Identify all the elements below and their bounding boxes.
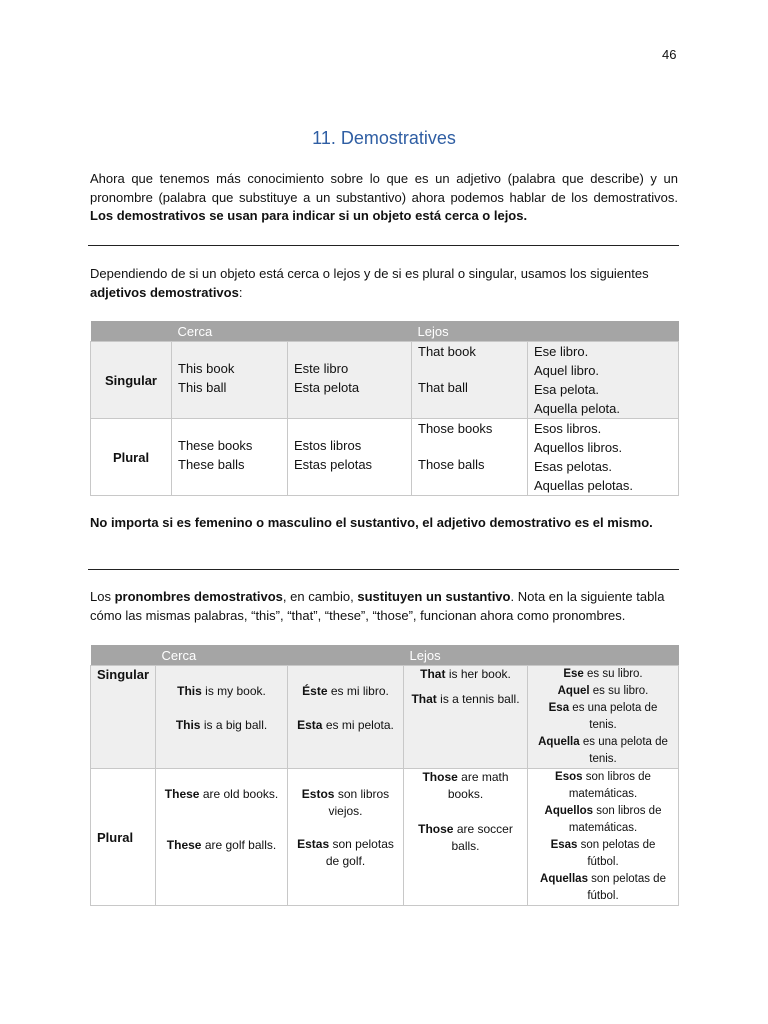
cell-es-far (528, 666, 679, 769)
pronouns-intro (90, 588, 678, 625)
row-label-plural: Plural (91, 419, 172, 496)
table-row (91, 769, 679, 906)
table-row (91, 342, 679, 419)
header-lejos: Lejos (412, 321, 679, 342)
divider (88, 569, 679, 570)
cell-en-near (172, 419, 288, 496)
cell-line: Estas pelotas (294, 457, 373, 472)
cell-es-near (288, 666, 404, 769)
cell-es-far (528, 342, 679, 419)
cell-line: Esos libros. (534, 421, 602, 436)
cell-line: Esta pelota (294, 380, 360, 395)
adjectives-intro (90, 265, 678, 302)
cell-line: Aquel es su libro. (557, 685, 649, 697)
row-label-plural: Plural (91, 769, 156, 906)
gender-note: No importa si es femenino o masculino el sustantivo, el adjetivo demostrativo es el mismo. (90, 515, 653, 530)
cell-en-near (156, 666, 288, 769)
header-lejos: Lejos (404, 645, 679, 666)
cell-line: Aquellos libros. (534, 440, 623, 455)
header-cerca: Cerca (172, 321, 412, 342)
cell-line: Esas son pelotas de fútbol. (550, 839, 656, 868)
cell-line: These books (178, 438, 253, 453)
row-label-singular: Singular (91, 342, 172, 419)
cell-line: Those are soccer balls. (418, 822, 513, 853)
cell-es-far (528, 419, 679, 496)
cell-line: Ese libro. (534, 344, 589, 359)
pronouns-intro-b1: pronombres demostrativos (114, 589, 283, 604)
cell-line: That is her book. (420, 667, 511, 681)
cell-line: This ball (178, 380, 227, 395)
page-title: 11. Demostratives (312, 128, 456, 148)
cell-line: Aquella es una pelota de tenis. (538, 736, 668, 765)
cell-line: Éste es mi libro. (302, 684, 389, 698)
cell-line: Those balls (418, 457, 485, 472)
cell-line: Esas pelotas. (534, 459, 613, 474)
cell-line: That ball (418, 380, 468, 395)
cell-en-near (172, 342, 288, 419)
adjectives-table (90, 321, 679, 496)
cell-line: Esa pelota. (534, 382, 600, 397)
cell-line: Aquel libro. (534, 363, 600, 378)
cell-es-far (528, 769, 679, 906)
adjectives-intro-bold: adjetivos demostrativos (90, 284, 239, 300)
cell-es-near (288, 342, 412, 419)
table-row (91, 666, 679, 769)
header-empty (91, 645, 156, 666)
cell-es-near (288, 419, 412, 496)
cell-line: Esta es mi pelota. (297, 718, 394, 732)
pronouns-table (90, 645, 679, 906)
cell-en-far (404, 769, 528, 906)
cell-line: This is a big ball. (175, 718, 268, 732)
pronouns-intro-t3: . Nota en la siguiente tabla cómo las mismas palabras, “this”, “that”, “these”, “those”, funcionan ahora como pronombres. (90, 589, 665, 623)
pronouns-intro-t1: Los (90, 589, 115, 604)
cell-line: These are golf balls. (166, 838, 277, 852)
cell-line: This is my book. (177, 684, 266, 698)
intro-paragraph (90, 170, 678, 226)
cell-line: Those are math books. (422, 770, 509, 801)
intro-bold: Los demostrativos se usan para indicar si un objeto está cerca o lejos. (90, 208, 528, 223)
pronouns-intro-b2: sustituyen un sustantivo (357, 589, 511, 604)
divider (88, 245, 679, 246)
cell-line: That book (418, 344, 476, 359)
cell-en-far (412, 342, 528, 419)
cell-line: Aquellas son pelotas de fútbol. (540, 873, 666, 902)
adjectives-intro-text: Dependiendo de si un objeto está cerca o lejos y de si es plural o singular, usamos los siguientes (90, 266, 649, 281)
pronouns-intro-t2: , en cambio, (282, 589, 358, 604)
table-row (91, 419, 679, 496)
row-label-singular: Singular (91, 666, 156, 769)
cell-line: Este libro (294, 361, 349, 376)
cell-line: Estas son pelotas de golf. (297, 837, 394, 868)
table-header (91, 321, 679, 342)
cell-line: Esos son libros de matemáticas. (555, 771, 651, 800)
cell-line: Aquellos son libros de matemáticas. (544, 805, 662, 834)
cell-line: That is a tennis ball. (411, 692, 520, 706)
cell-line: Esa es una pelota de tenis. (548, 702, 658, 731)
cell-line: These are old books. (164, 787, 279, 801)
cell-en-far (404, 666, 528, 769)
cell-line: These balls (178, 457, 245, 472)
cell-line: Aquellas pelotas. (534, 478, 634, 493)
page-number: 46 (662, 47, 677, 62)
cell-line: This book (178, 361, 235, 376)
cell-es-near (288, 769, 404, 906)
cell-line: Estos libros (294, 438, 362, 453)
table-header (91, 645, 679, 666)
cell-en-far (412, 419, 528, 496)
cell-line: Estos son libros viejos. (301, 787, 390, 818)
cell-en-near (156, 769, 288, 906)
cell-line: Ese es su libro. (563, 668, 643, 680)
header-cerca: Cerca (156, 645, 404, 666)
adjectives-intro-tail: : (238, 284, 243, 300)
cell-line: Those books (418, 421, 493, 436)
header-empty (91, 321, 172, 342)
intro-text: Ahora que tenemos más conocimiento sobre lo que es un adjetivo (palabra que describe) y un pronombre (palabra que substituye a un substantivo) ahora podemos hablar de los demostrativos. (90, 171, 678, 205)
cell-line: Aquella pelota. (534, 401, 621, 416)
